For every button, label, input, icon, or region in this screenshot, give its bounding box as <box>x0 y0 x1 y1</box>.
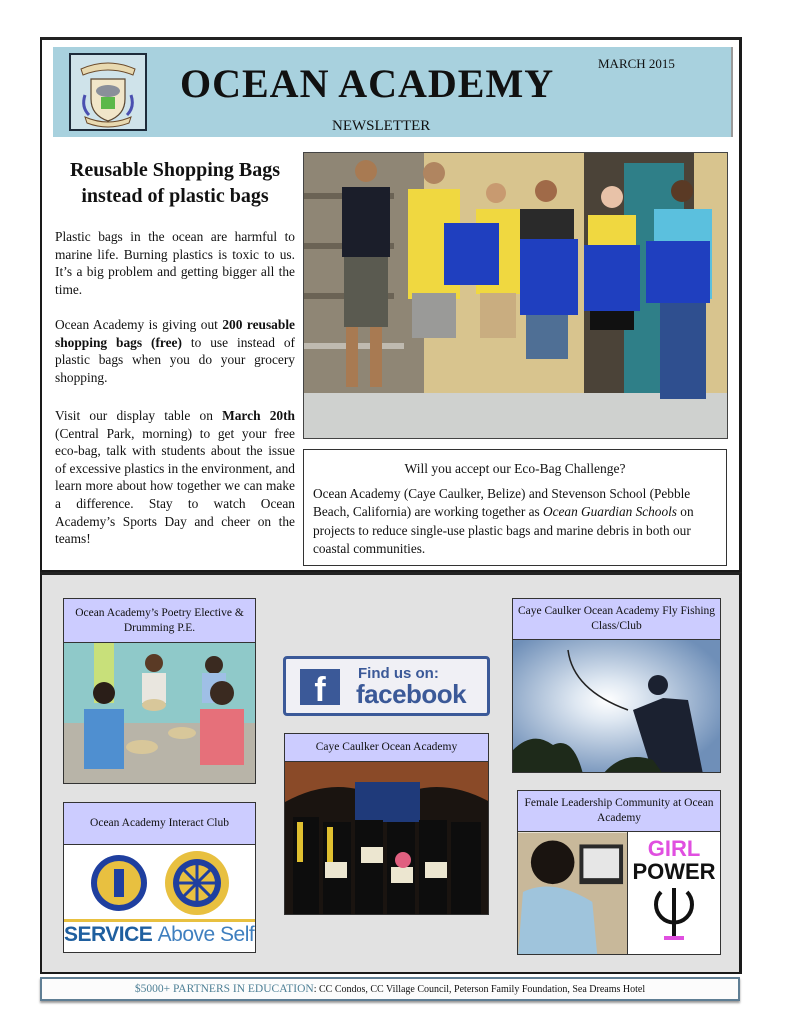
partners-footer <box>40 977 740 1001</box>
partners-list: : CC Condos, CC Village Council, Peterson Family Foundation, Sea Dreams Hotel <box>313 984 646 995</box>
event-date-highlight: March 20th <box>222 408 295 423</box>
newsletter-subtitle: NEWSLETTER <box>332 118 431 134</box>
rotary-logos-icon <box>64 845 256 923</box>
girl-power-graphic <box>627 832 720 955</box>
card-poetry-drumming <box>63 598 256 784</box>
service-text: SERVICE <box>64 923 153 946</box>
card-caption: Caye Caulker Ocean Academy <box>285 734 488 762</box>
issue-date: MARCH 2015 <box>598 56 675 71</box>
card-caption: Ocean Academy Interact Club <box>64 803 255 845</box>
interact-logo <box>64 845 255 953</box>
card-female-leadership <box>517 790 721 955</box>
female-power-symbol-icon <box>628 884 720 948</box>
facebook-icon: f <box>300 669 340 705</box>
article-paragraph-3: Visit our display table on March 20th (Central Park, morning) to get your free eco-bag, talk with students about the issue of excessive plastics in the environment, and learn more about how together we can make a difference. Stay to watch Ocean Academy’s Sports Day and cheer on the teams! <box>55 408 295 547</box>
girl-text: GIRL <box>647 836 701 861</box>
card-graduation <box>284 733 489 915</box>
newsletter-title: OCEAN ACADEMY <box>180 61 555 106</box>
card-caption: Female Leadership Community at Ocean Academy <box>518 791 720 832</box>
power-text: POWER <box>632 859 716 884</box>
challenge-title: Will you accept our Eco-Bag Challenge? <box>404 461 626 476</box>
student-laptop-photo <box>518 832 627 955</box>
eco-bag-challenge-box <box>303 449 727 566</box>
facebook-find-label: Find us on: <box>358 665 439 682</box>
card-interact-club <box>63 802 256 953</box>
article-paragraph-1: Plastic bags in the ocean are harmful to marine life. Burning plastics is toxic to us. It’s a big problem and getting bigger all the time. <box>55 229 295 297</box>
fly-fishing-photo <box>513 640 721 773</box>
article-headline: Reusable Shopping Bags instead of plastic bags <box>69 159 281 207</box>
free-bags-highlight: 200 reusable shopping bags (free) <box>55 317 295 350</box>
students-with-eco-bags-photo <box>303 152 728 439</box>
ocean-guardian-schools: Ocean Guardian Schools <box>543 504 677 520</box>
card-caption: Ocean Academy’s Poetry Elective & Drumming P.E. <box>64 599 255 643</box>
above-self-text: Above Self <box>157 923 255 946</box>
facebook-wordmark: facebook <box>356 679 467 709</box>
card-caption: Caye Caulker Ocean Academy Fly Fishing Class/Club <box>513 599 720 640</box>
facebook-find-us-button[interactable] <box>283 656 490 716</box>
graduation-photo <box>285 762 489 915</box>
partners-label: $5000+ PARTNERS IN EDUCATION <box>134 983 314 995</box>
drumming-photo <box>64 643 256 784</box>
challenge-text: Ocean Academy (Caye Caulker, Belize) and Stevenson School (Pebble Beach, California) are working together as Ocean Guardian Schools on projects to reduce single-use plastic bags and marine debris in both our coastal communities. <box>313 486 694 556</box>
card-fly-fishing <box>512 598 721 773</box>
article-paragraph-2: Ocean Academy is giving out 200 reusable shopping bags (free) to use instead of plastic bags when you do your grocery shopping. <box>55 317 295 385</box>
school-crest-logo <box>69 53 147 131</box>
